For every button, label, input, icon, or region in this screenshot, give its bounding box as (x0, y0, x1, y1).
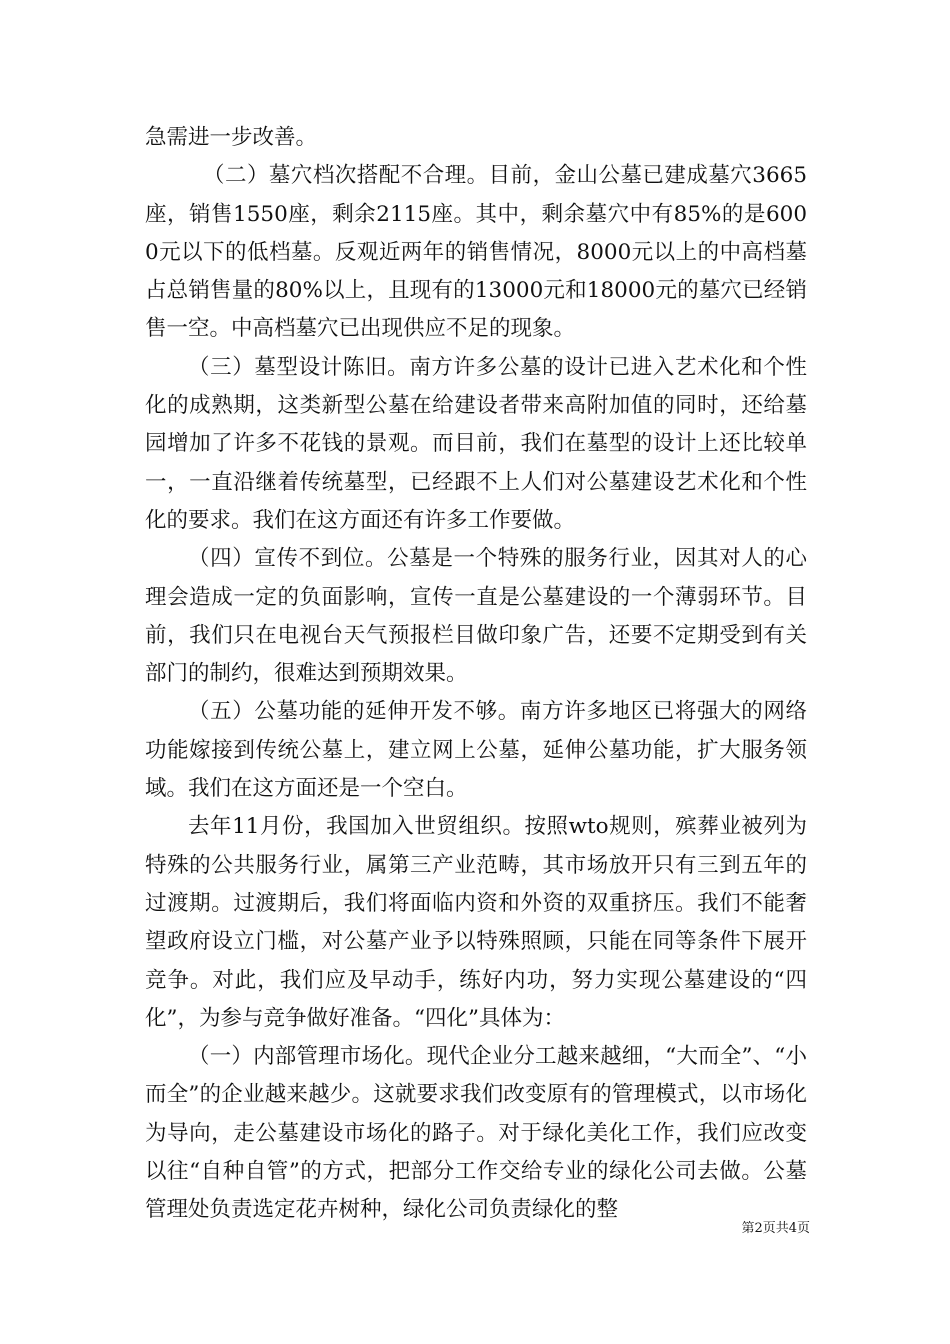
paragraph-internal-management: （一）内部管理市场化。现代企业分工越来越细，“大而全”、“小而全”的企业越来越少。这就要求我们改变原有的管理模式，以市场化为导向，走公墓建设市场化的路子。对于绿化美化工作，我们应改变以往“自种自管”的方式，把部分工作交给专业的绿化公司去做。公墓管理处负责选定花卉树种，绿化公司负责绿化的整 (145, 1044, 807, 1223)
document-body (145, 119, 807, 1230)
paragraph-function-extension: （五）公墓功能的延伸开发不够。南方许多地区已将强大的网络功能嫁接到传统公墓上，建立网上公墓，延伸公墓功能，扩大服务领域。我们在这方面还是一个空白。 (145, 699, 807, 802)
paragraph-publicity-insufficient: （四）宣传不到位。公墓是一个特殊的服务行业，因其对人的心理会造成一定的负面影响，宣传一直是公墓建设的一个薄弱环节。目前，我们只在电视台天气预报栏目做印象广告，还要不定期受到有关部门的制约，很难达到预期效果。 (145, 546, 807, 687)
paragraph-wto-context: 去年11月份，我国加入世贸组织。按照wto规则，殡葬业被列为特殊的公共服务行业，属第三产业范畴，其市场放开只有三到五年的过渡期。过渡期后，我们将面临内资和外资的双重挤压。我们不能奢望政府设立门槛，对公墓产业予以特殊照顾，只能在同等条件下展开竞争。对此，我们应及早动手，练好内功，努力实现公墓建设的“四化”，为参与竞争做好准备。“四化”具体为： (145, 814, 807, 1031)
page-number-footer: 第2页共4页 (741, 1221, 810, 1236)
paragraph-tomb-design-outdated: （三）墓型设计陈旧。南方许多公墓的设计已进入艺术化和个性化的成熟期，这类新型公墓在给建设者带来高附加值的同时，还给墓园增加了许多不花钱的景观。而目前，我们在墓型的设计上还比较单一，一直沿继着传统墓型，已经跟不上人们对公墓建设艺术化和个性化的要求。我们在这方面还有许多工作要做。 (145, 354, 807, 533)
paragraph-tomb-grade-mismatch: （二）墓穴档次搭配不合理。目前，金山公墓已建成墓穴3665座，销售1550座，剩余2115座。其中，剩余墓穴中有85%的是6000元以下的低档墓。反观近两年的销售情况，8000元以上的中高档墓占总销售量的80%以上，且现有的13000元和18000元的墓穴已经销售一空。中高档墓穴已出现供应不足的现象。 (145, 163, 807, 342)
paragraph-continuation: 急需进一步改善。 (145, 125, 318, 150)
